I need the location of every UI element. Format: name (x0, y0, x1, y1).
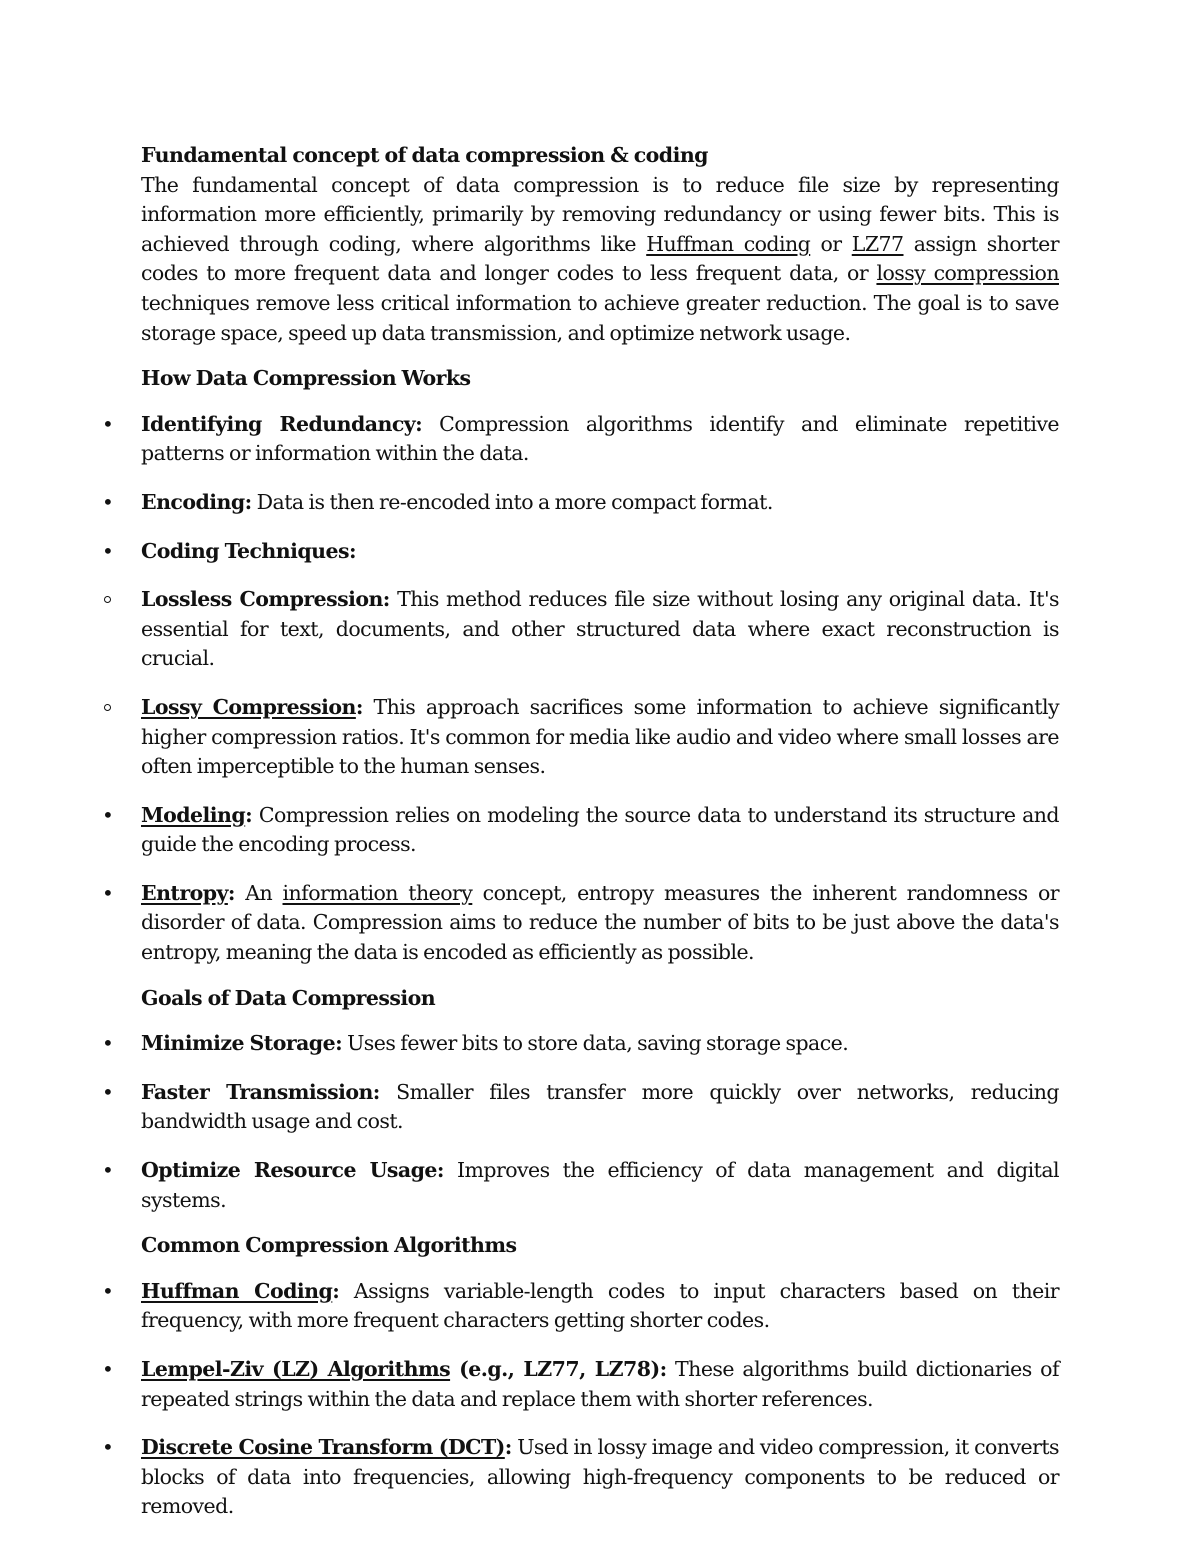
term-identifying-redundancy: Identifying Redundancy: (141, 411, 423, 436)
term-colon: : (504, 1435, 512, 1460)
bullet-icon: • (102, 538, 114, 563)
list-item-optimize-resource (102, 1156, 1060, 1215)
term-optimize-resource: Optimize Resource Usage: (141, 1158, 444, 1183)
lz77-link[interactable]: LZ77 (851, 231, 904, 256)
list-item-lossy (141, 693, 1059, 782)
list-item-modeling (102, 801, 1059, 860)
document-body (102, 141, 1060, 1522)
bullet-icon: • (102, 1357, 114, 1381)
list-item-minimize-storage (102, 1029, 1059, 1059)
huffman-coding-link[interactable]: Huffman coding (646, 231, 811, 256)
term-coding-techniques: Coding Techniques: (141, 538, 357, 563)
list-item-lempel-ziv (102, 1355, 1059, 1414)
circle-bullet-icon (104, 596, 111, 603)
lempel-ziv-term-link[interactable]: Lempel-Ziv (LZ) Algorithms (141, 1357, 451, 1381)
desc-identifying-redundancy: Compression algorithms identify and eliminate repetitive patterns or information within the data. (141, 411, 1060, 466)
goals-heading: Goals of Data Compression (141, 985, 436, 1010)
intro-paragraph (141, 171, 1059, 349)
document-title: Fundamental concept of data compression & coding (141, 143, 708, 167)
dct-term-link[interactable]: Discrete Cosine Transform (DCT) (141, 1435, 505, 1460)
intro-text-3: assign shorter codes to more frequent data and longer codes to less frequent data, or (141, 231, 1059, 286)
term-minimize-storage: Minimize Storage: (141, 1031, 343, 1056)
desc-lempel-ziv: These algorithms build dictionaries of repeated strings within the data and replace them with shorter references. (141, 1357, 1059, 1411)
information-theory-link[interactable]: information theory (282, 880, 473, 905)
desc-entropy-1: An (234, 880, 283, 905)
modeling-term-link[interactable]: Modeling (141, 802, 246, 827)
list-item-huffman-coding (102, 1277, 1059, 1336)
how-heading: How Data Compression Works (141, 366, 471, 391)
desc-modeling: Compression relies on modeling the source data to understand its structure and guide the encoding process. (141, 802, 1059, 857)
desc-minimize-storage: Uses fewer bits to store data, saving storage space. (342, 1031, 849, 1056)
bullet-icon: • (102, 411, 114, 436)
term-lossless: Lossless Compression: (141, 587, 390, 612)
desc-encoding: Data is then re-encoded into a more compact format. (251, 489, 773, 514)
intro-text-4: techniques remove less critical information to achieve greater reduction. The goal is to save storage space, speed up data transmission, and optimize network usage. (141, 290, 1059, 345)
bullet-icon: • (102, 1435, 114, 1460)
desc-faster-transmission: Smaller files transfer more quickly over networks, reducing bandwidth usage and cost. (141, 1079, 1059, 1134)
intro-text-2: or (810, 231, 852, 256)
lossy-compression-link[interactable]: lossy compression (876, 261, 1059, 286)
desc-entropy-2: concept, entropy measures the inherent randomness or disorder of data. Compression aims to reduce the number of bits to be just above the data's entropy, meaning the data is encoded as efficiently as possible. (141, 880, 1059, 965)
bullet-icon: • (102, 1079, 114, 1104)
term-colon: : (355, 694, 363, 719)
bullet-icon: • (102, 1031, 114, 1056)
bullet-icon: • (102, 802, 114, 827)
list-item-faster-transmission (102, 1078, 1059, 1137)
desc-huffman-coding: Assigns variable-length codes to input characters based on their frequency, with more frequent characters getting shorter codes. (141, 1278, 1059, 1333)
desc-dct: Used in lossy image and video compression, it converts blocks of data into frequencies, allowing high-frequency components to be reduced or removed. (141, 1435, 1059, 1519)
term-encoding: Encoding: (141, 489, 252, 514)
circle-bullet-icon (104, 704, 111, 711)
list-item-entropy (102, 879, 1059, 968)
list-item-dct (102, 1433, 1059, 1522)
entropy-term-link[interactable]: Entropy (141, 880, 228, 905)
list-item-lossless (141, 585, 1059, 674)
algorithms-heading: Common Compression Algorithms (141, 1233, 517, 1258)
list-item-coding-techniques (102, 537, 1059, 567)
term-lz-examples: (e.g., LZ77, LZ78): (450, 1357, 667, 1381)
term-colon: : (245, 802, 253, 827)
term-colon: : (332, 1278, 340, 1303)
term-colon: : (227, 880, 235, 905)
desc-lossy: This approach sacrifices some information to achieve significantly higher compression ratios. It's common for media like audio and video where small losses are often imperceptible to the human senses. (141, 694, 1059, 779)
bullet-icon: • (102, 489, 114, 514)
list-item-identifying-redundancy (102, 410, 1060, 469)
huffman-coding-term-link[interactable]: Huffman Coding (141, 1278, 333, 1303)
intro-text-1: The fundamental concept of data compression is to reduce file size by representing information more efficiently, primarily by removing redundancy or using fewer bits. This is achieved through coding, where algorithms like (141, 172, 1059, 256)
list-item-encoding (102, 488, 1059, 518)
bullet-icon: • (102, 1158, 114, 1183)
desc-optimize-resource: Improves the efficiency of data management and digital systems. (141, 1158, 1060, 1212)
term-faster-transmission: Faster Transmission: (141, 1079, 380, 1104)
bullet-icon: • (102, 880, 114, 905)
desc-lossless: This method reduces file size without losing any original data. It's essential for text, documents, and other structured data where exact reconstruction is crucial. (141, 587, 1060, 671)
bullet-icon: • (102, 1278, 114, 1303)
lossy-compression-term-link[interactable]: Lossy Compression (141, 694, 356, 719)
